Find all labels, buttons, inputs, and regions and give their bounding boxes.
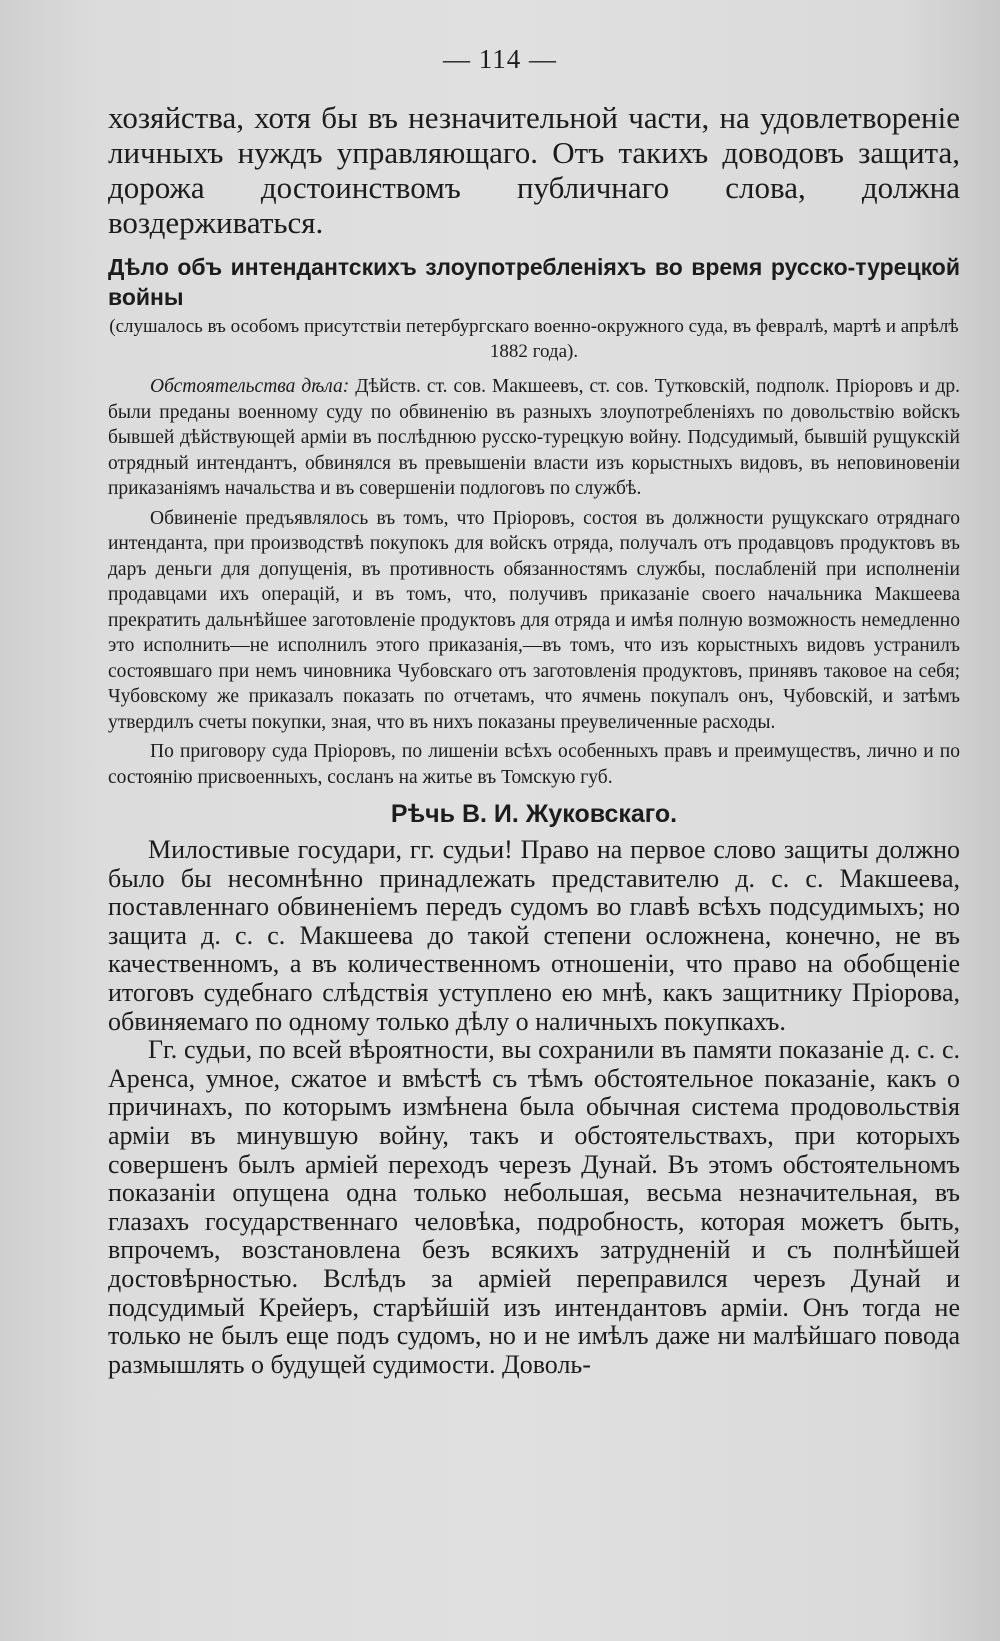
- lead-paragraph: хозяйства, хотя бы въ незначительной части, на удовлетвореніе личныхъ нуждъ управляющаго. Отъ такихъ доводовъ защита, дорожа достоинствомъ публичнаго слова, должна воздерживаться.: [108, 100, 960, 240]
- case-title: Дѣло объ интендантскихъ злоупотребленіяхъ во время русско-турецкой войны: [108, 254, 960, 310]
- speech-title: Рѣчь В. И. Жуковскаго.: [390, 800, 678, 828]
- speech-paragraph: Милостивые государи, гг. судьи! Право на первое слово защиты должно было бы несомнѣнно принадлежать представителю д. с. с. Макшеева, поставленнаго обвиненіемъ передъ судомъ во главѣ всѣхъ подсудимыхъ; но защита д. с. с. Макшеева до такой степени осложнена, конечно, не въ качественномъ, а въ количественномъ отношеніи, что право на обобщеніе итоговъ судебнаго слѣдствія уступлено ею мнѣ, какъ защитнику Пріорова, обвиняемаго по одному только дѣлу о наличныхъ покупкахъ.: [108, 835, 960, 1036]
- page-number: — 114 —: [443, 44, 557, 74]
- page-content: [108, 100, 960, 1379]
- case-accusation: Обвиненіе предъявлялось въ томъ, что Пріоровъ, состоя въ должности рущукскаго отряднаго интенданта, при производствѣ покупокъ для войскъ отряда, получалъ отъ продавцовъ продуктовъ въ даръ деньги для допущенія, въ противность обязанностямъ службы, послабленій при исполненіи продавцами ихъ операцій, и въ томъ, что, получивъ приказаніе своего начальника Макшеева прекратить дальнѣйшее заготовленіе продуктовъ для отряда и имѣя полную возможность немедленно это исполнить—не исполнилъ этого приказанія,—въ томъ, что изъ корыстныхъ видовъ устранилъ состоявшаго при немъ чиновника Чубовскаго отъ заготовленія продуктовъ, принявъ таковое на себя; Чубовскому же приказалъ показать по отчетамъ, что ячмень покупалъ онъ, Чубовскій, и затѣмъ утвердилъ счеты покупки, зная, что въ нихъ показаны преувеличенные расходы.: [108, 507, 960, 733]
- circumstances-label: Обстоятельства дѣла:: [150, 376, 350, 397]
- case-subtitle: (слушалось въ особомъ присутствіи петербургскаго военно-окружного суда, въ февралѣ, мартѣ и апрѣлѣ 1882 года).: [109, 316, 959, 362]
- case-verdict: По приговору суда Пріоровъ, по лишеніи всѣхъ особенныхъ правъ и преимуществъ, лично и по состоянію присвоенныхъ, сосланъ на житье въ Томскую губ.: [108, 741, 960, 788]
- speech-paragraph: Гг. судьи, по всей вѣроятности, вы сохранили въ памяти показаніе д. с. с. Аренса, умное, сжатое и вмѣстѣ съ тѣмъ обстоятельное показаніе, какъ о причинахъ, по которымъ измѣнена была обычная система продовольствія арміи въ минувшую войну, такъ и обстоятельствахъ, при которыхъ совершенъ былъ арміей переходъ черезъ Дунай. Въ этомъ обстоятельномъ показаніи опущена одна только небольшая, весьма незначительная, въ глазахъ государственнаго человѣка, подробность, которая можетъ быть, впрочемъ, возстановлена безъ всякихъ затрудненій и съ полнѣйшей достовѣрностью. Вслѣдъ за арміей переправился черезъ Дунай и подсудимый Крейеръ, старѣйшій изъ интендантовъ арміи. Онъ тогда не только не былъ еще подъ судомъ, но и не имѣлъ даже ни малѣйшаго повода размышлять о будущей судимости. Доволь-: [108, 1035, 960, 1379]
- case-circumstances: [108, 374, 960, 502]
- circumstances-text: Дѣйств. ст. сов. Макшеевъ, ст. сов. Тутковскій, подполк. Пріоровъ и др. были преданы военному суду по обвиненію въ разныхъ злоупотребленіяхъ по довольствію войскъ бывшей дѣйствующей арміи въ послѣднюю русско-турецкую войну. Подсудимый, бывшій рущукскій отрядный интендантъ, обвинялся въ превышеніи власти изъ корыстныхъ видовъ, въ неповиновеніи приказаніямъ начальства и въ совершеніи подлоговъ по службѣ.: [108, 376, 960, 499]
